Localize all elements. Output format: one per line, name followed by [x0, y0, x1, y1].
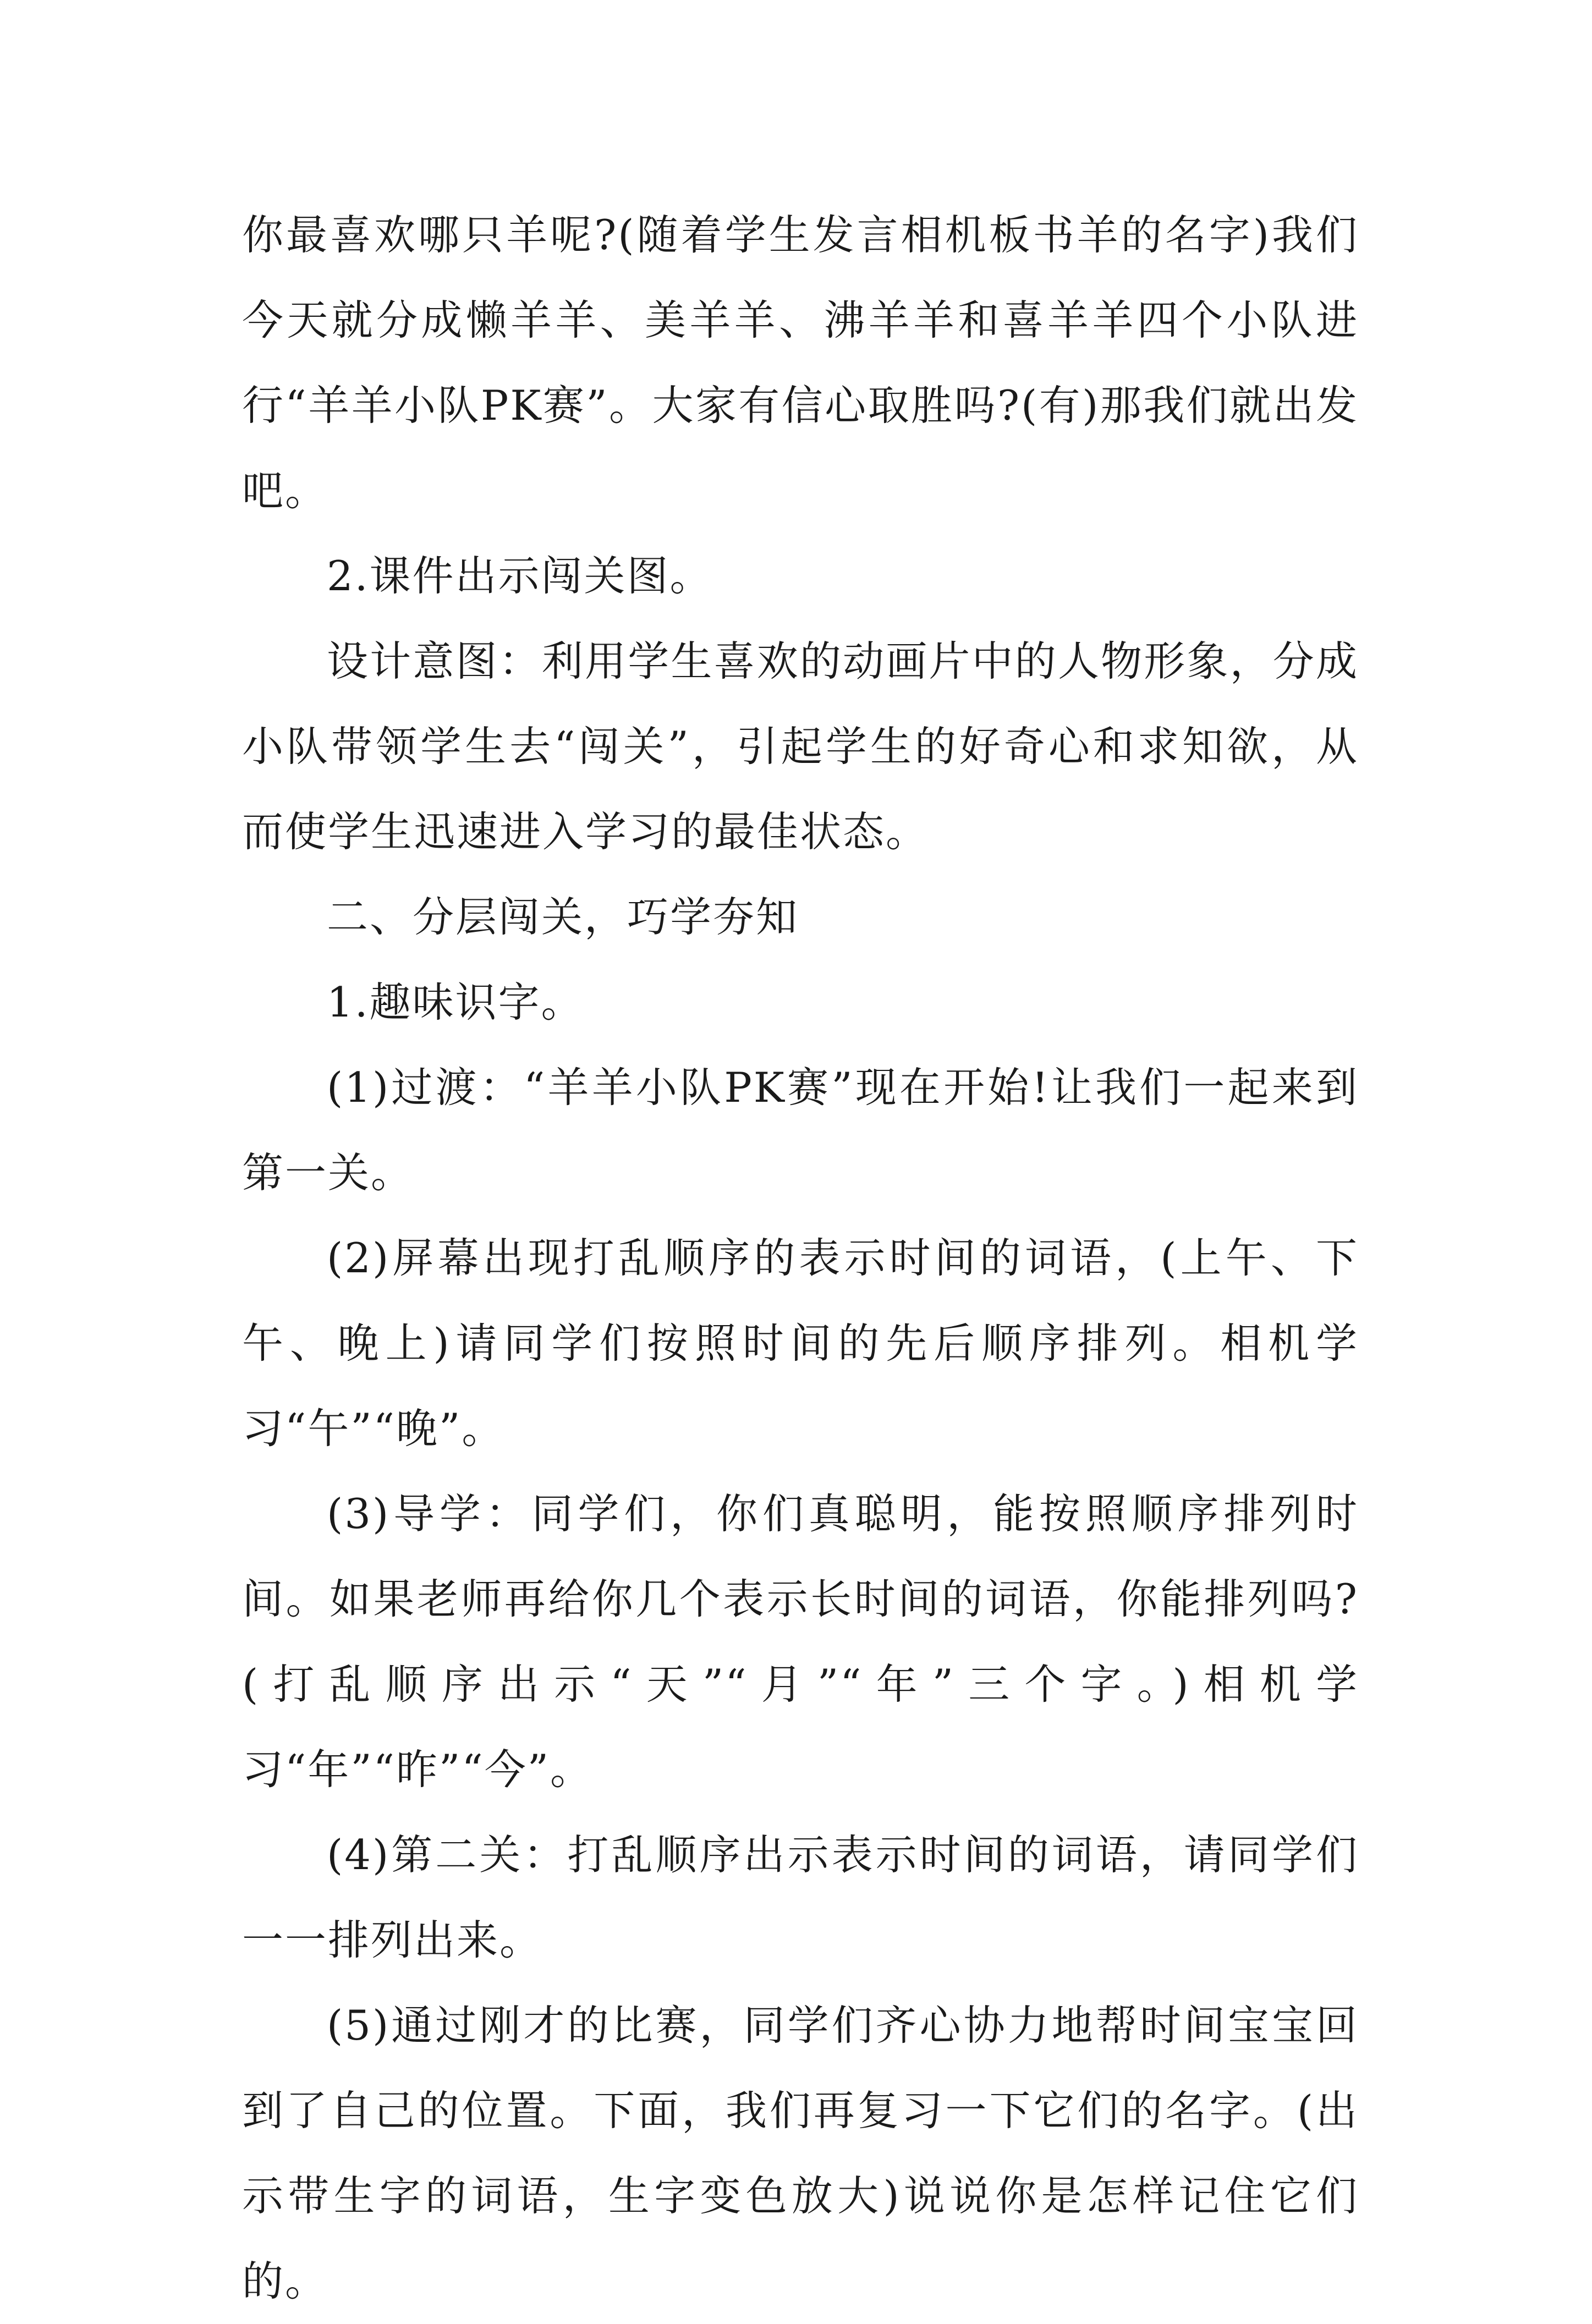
paragraph-item-1: (1)过渡：“羊羊小队PK赛”现在开始!让我们一起来到第一关。 [242, 1063, 1359, 1197]
section-heading: 二、分层闯关，巧学夯知 [327, 893, 799, 941]
paragraph-item-5: (5)通过刚才的比赛，同学们齐心协力地帮时间宝宝回到了自己的位置。下面，我们再复习一下它们的名字。(出示带生字的词语，生字变色放大)说说你是怎样记住它们的。 [242, 2001, 1359, 2305]
paragraph-item-4: (4)第二关：打乱顺序出示表示时间的词语，请同学们一一排列出来。 [242, 1831, 1359, 1964]
document-body [242, 193, 1359, 2324]
paragraph-design-intent: 设计意图：利用学生喜欢的动画片中的人物形象，分成小队带领学生去“闯关”，引起学生的好奇心和求知欲，从而使学生迅速进入学习的最佳状态。 [242, 637, 1359, 856]
paragraph-step-1: 1.趣味识字。 [327, 978, 584, 1026]
paragraph-item-3: (3)导学：同学们，你们真聪明，能按照顺序排列时间。如果老师再给你几个表示长时间的词语，你能排列吗?(打乱顺序出示“天”“月”“年”三个字。)相机学习“年”“昨”“今”。 [242, 1490, 1359, 1794]
paragraph-continuation: 你最喜欢哪只羊呢?(随着学生发言相机板书羊的名字)我们今天就分成懒羊羊、美羊羊、沸羊羊和喜羊羊四个小队进行“羊羊小队PK赛”。大家有信心取胜吗?(有)那我们就出发吧。 [242, 211, 1359, 515]
paragraph-item-2: (2)屏幕出现打乱顺序的表示时间的词语，(上午、下午、晚上)请同学们按照时间的先后顺序排列。相机学习“午”“晚”。 [242, 1234, 1359, 1453]
paragraph-step-2: 2.课件出示闯关图。 [327, 552, 713, 600]
